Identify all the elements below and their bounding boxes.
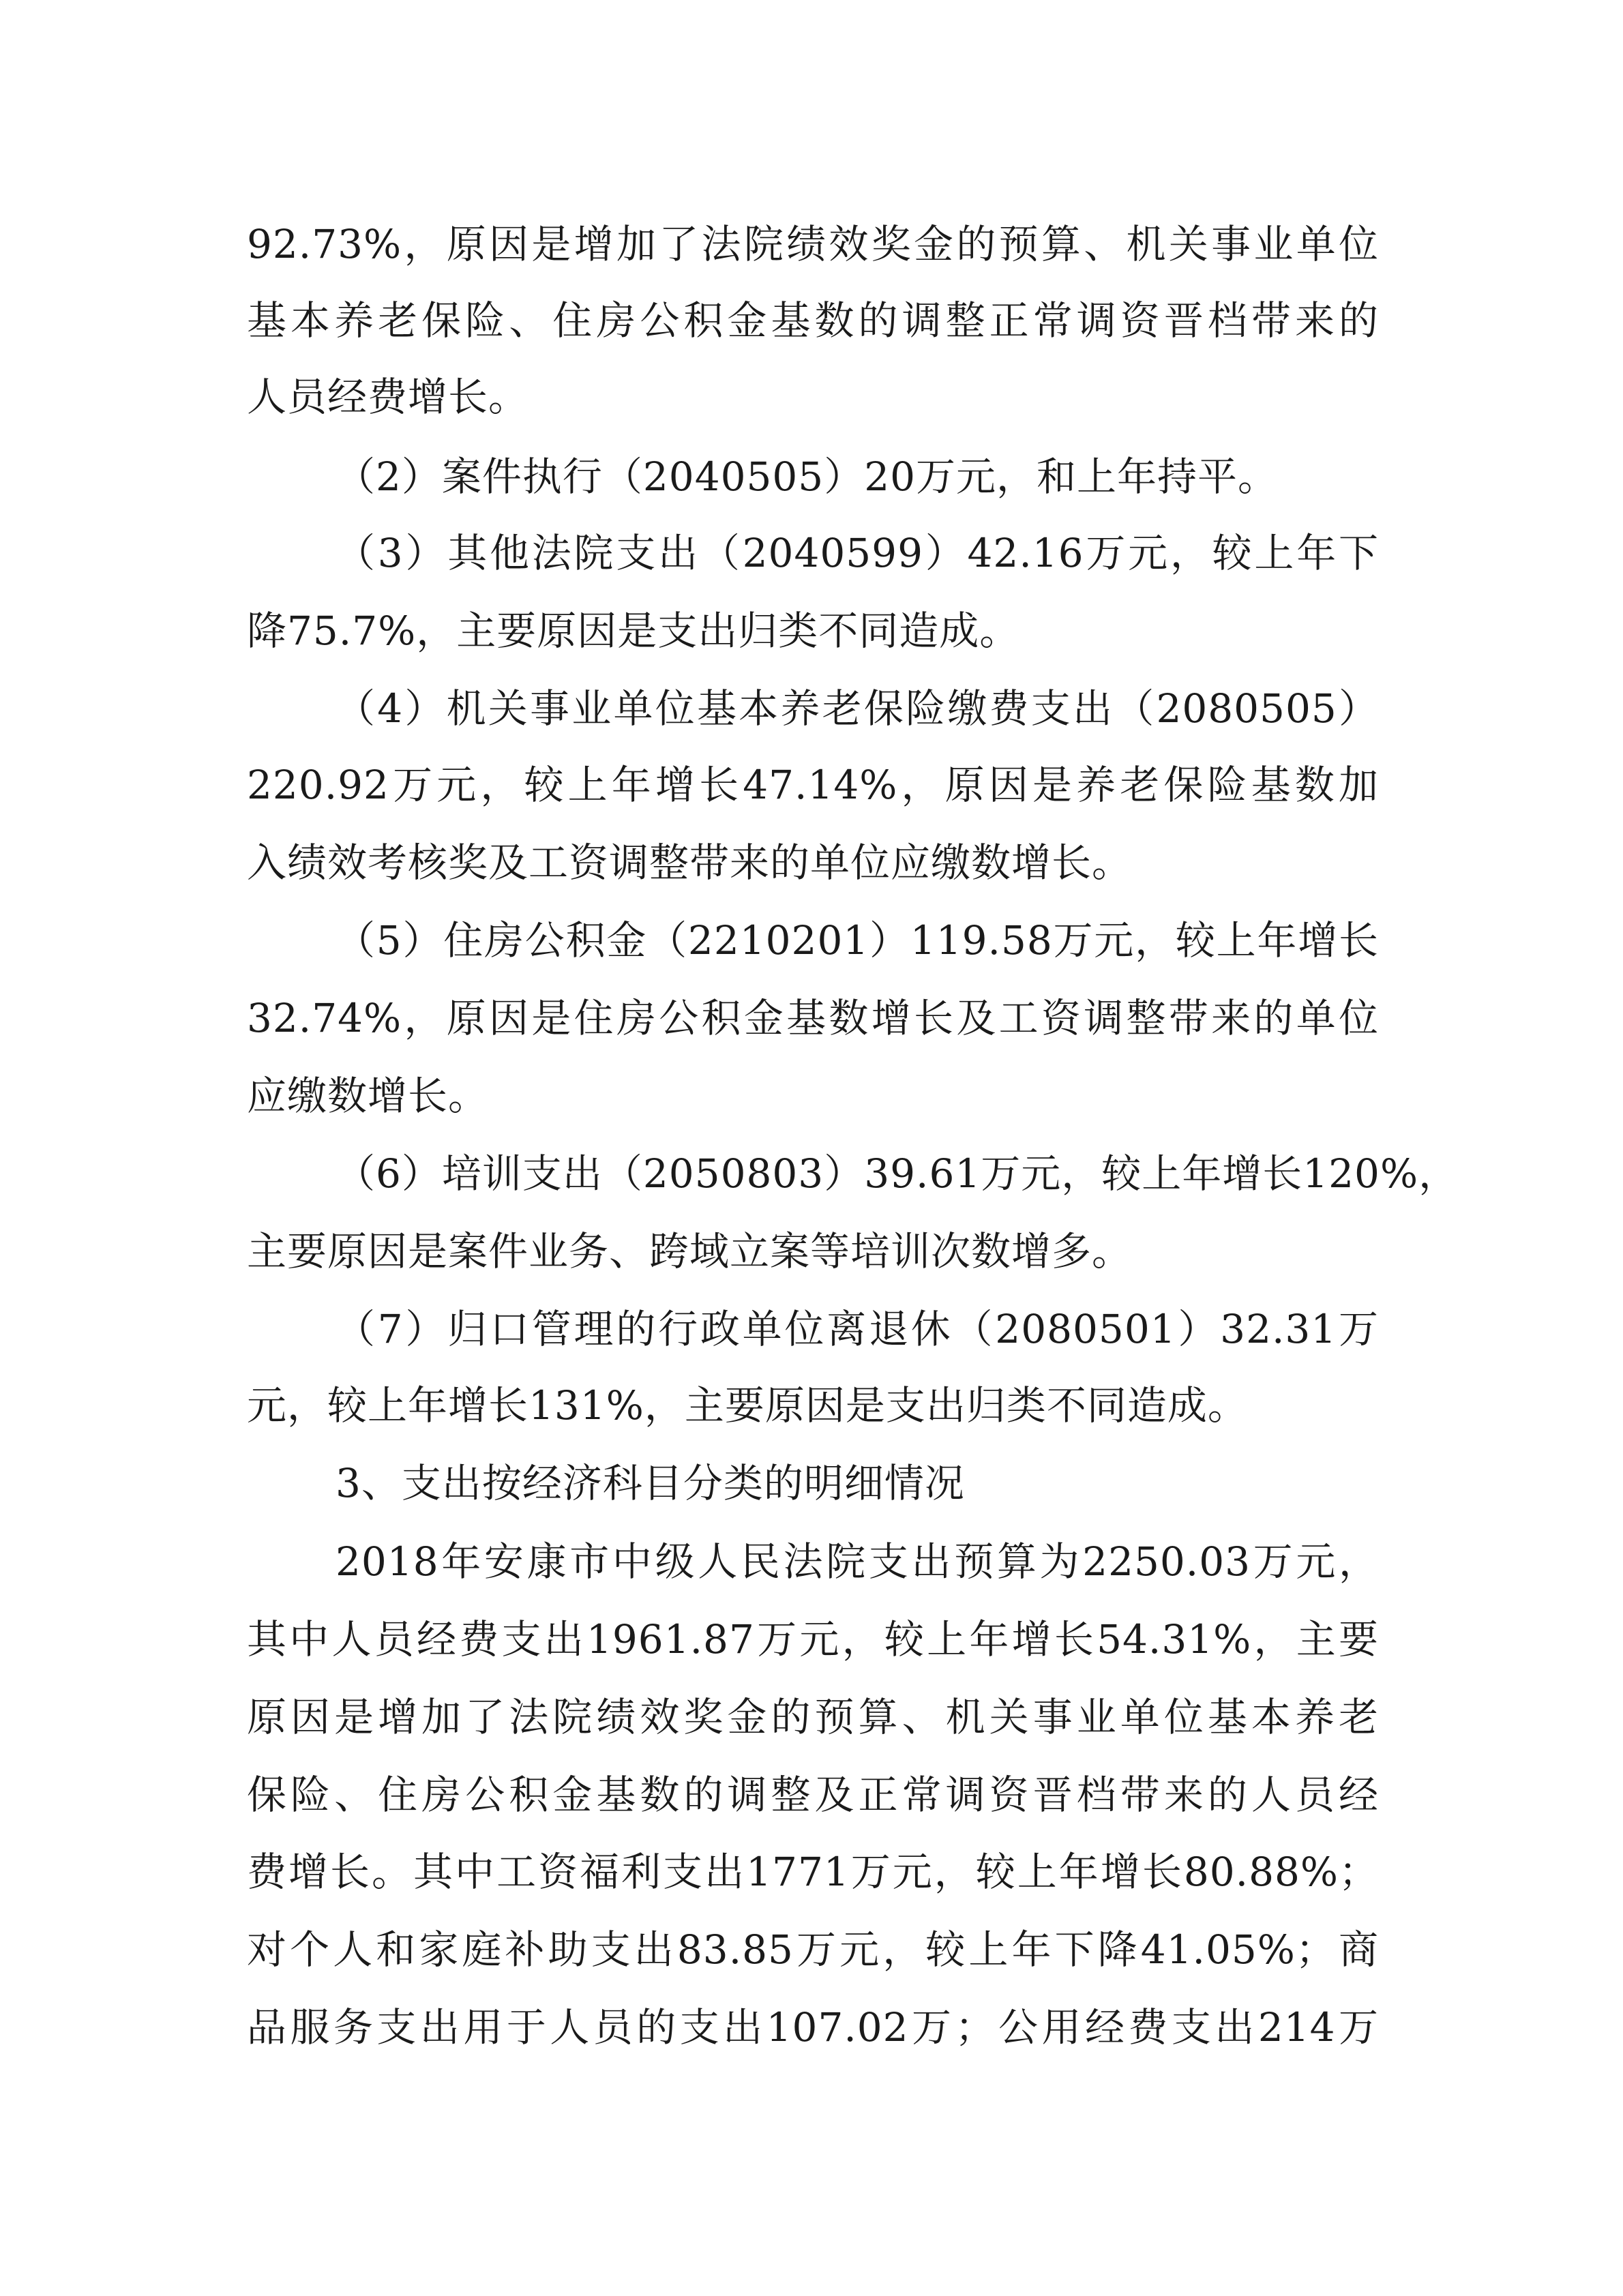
text-line: 元，较上年增长131%，主要原因是支出归类不同造成。 [247, 1382, 1248, 1429]
text-line: 保险、住房公积金基数的调整及正常调资晋档带来的人员经 [247, 1772, 1379, 1818]
text-line: 对个人和家庭补助支出83.85万元，较上年下降41.05%；商 [247, 1926, 1379, 1973]
text-line: 32.74%，原因是住房公积金基数增长及工资调整带来的单位 [247, 995, 1379, 1041]
text-line: 品服务支出用于人员的支出107.02万；公用经费支出214万 [247, 2004, 1379, 2051]
text-line: 应缴数增长。 [247, 1073, 489, 1119]
text-line: （4）机关事业单位基本养老保险缴费支出（2080505） [336, 685, 1379, 732]
text-line: （3）其他法院支出（2040599）42.16万元，较上年下 [336, 530, 1379, 576]
text-line: 入绩效考核奖及工资调整带来的单位应缴数增长。 [247, 839, 1133, 886]
text-line: 基本养老保险、住房公积金基数的调整正常调资晋档带来的 [247, 297, 1379, 344]
text-line: 原因是增加了法院绩效奖金的预算、机关事业单位基本养老 [247, 1694, 1379, 1740]
text-line: 降75.7%，主要原因是支出归类不同造成。 [247, 608, 1020, 654]
text-line: （5）住房公积金（2210201）119.58万元，较上年增长 [336, 917, 1379, 964]
text-line: 主要原因是案件业务、跨域立案等培训次数增多。 [247, 1228, 1133, 1274]
text-line: （6）培训支出（2050803）39.61万元，较上年增长120%， [336, 1150, 1459, 1197]
text-line: 220.92万元，较上年增长47.14%，原因是养老保险基数加 [247, 762, 1379, 808]
text-line: 92.73%，原因是增加了法院绩效奖金的预算、机关事业单位 [247, 221, 1379, 267]
section-heading: 3、支出按经济科目分类的明细情况 [336, 1460, 965, 1506]
text-line: 其中人员经费支出1961.87万元，较上年增长54.31%，主要 [247, 1616, 1379, 1663]
text-line: 费增长。其中工资福利支出1771万元，较上年增长80.88%； [247, 1849, 1379, 1895]
text-line: 人员经费增长。 [247, 374, 529, 420]
text-line: 2018年安康市中级人民法院支出预算为2250.03万元， [336, 1538, 1379, 1585]
text-line: （2）案件执行（2040505）20万元，和上年持平。 [336, 453, 1279, 500]
text-line: （7）归口管理的行政单位离退休（2080501）32.31万 [336, 1306, 1379, 1352]
